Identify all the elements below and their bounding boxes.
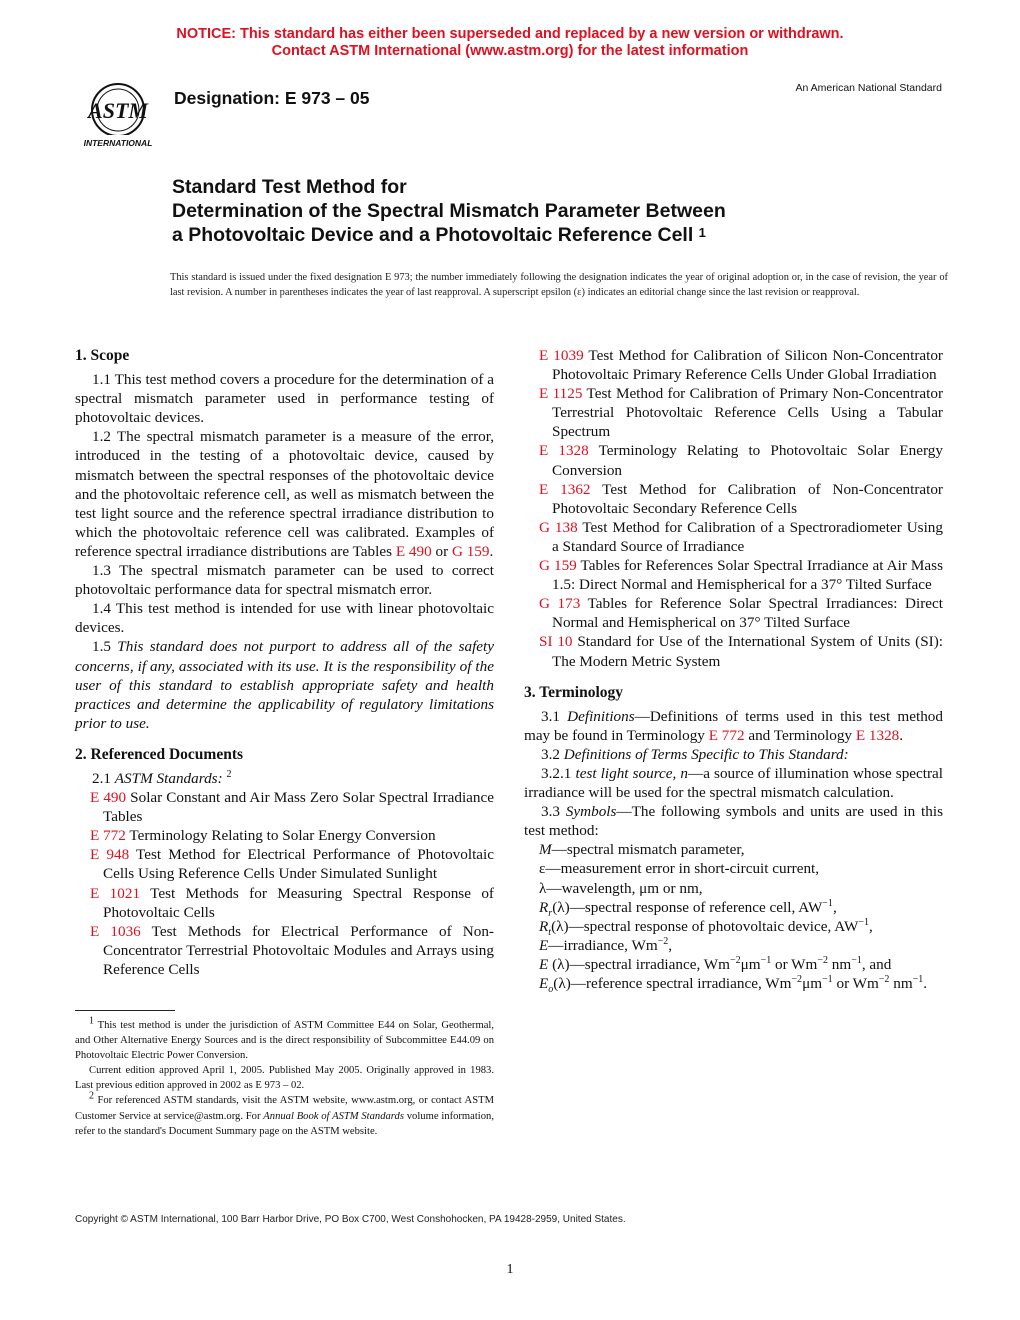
notice-line-1: NOTICE: This standard has either been superseded and replaced by a new version or withdrawn. xyxy=(176,26,844,42)
ref-item: E 490 Solar Constant and Air Mass Zero Solar Spectral Irradiance Tables xyxy=(90,789,494,826)
ref-link-g159[interactable]: G 159 xyxy=(451,542,490,560)
ref-item: G 159 Tables for References Solar Spectral Irradiance at Air Mass 1.5: Direct Normal and Hemispherical for a 37° Tilted Surface xyxy=(539,557,943,594)
symbol-E-lambda: E (λ)—spectral irradiance, $Wm^{-2}\mu m^{-1}$ or $Wm^{-2}$ $nm^{-1}$, and xyxy=(539,954,892,973)
footnote-2: $^2$ For referenced ASTM standards, visit the ASTM website, www.astm.org, or contact ASTM Customer Service at service@astm.org. For Annual Book of ASTM Standards volume information, refer to the standard's Document Summary page on the ASTM website. xyxy=(75,1090,494,1137)
ref-designation-link[interactable]: E 1039 xyxy=(539,347,584,364)
section-scope-heading: 1. Scope xyxy=(75,347,130,364)
section-terminology-heading: 3. Terminology xyxy=(524,683,624,701)
symbol-Rt: $R_t(\lambda)—spectral$ response of photovoltaic device, $AW^{-1}$, xyxy=(539,916,873,938)
ref-designation-link[interactable]: E 1036 xyxy=(90,922,141,940)
footnote-1: $^1$ This test method is under the jurisdiction of ASTM Committee E44 on Solar, Geothermal, and Other Alternative Energy Sources and is the direct responsibility of Subcommittee E44.09 on Photovoltaic Electric Power Conversion. xyxy=(75,1015,494,1062)
ref-designation-link[interactable]: G 173 xyxy=(539,595,581,613)
ref-designation-link[interactable]: E 1328 xyxy=(539,442,589,460)
title-line-2: Determination of the Spectral Mismatch Parameter Between xyxy=(172,200,726,222)
terminology-3-2: 3.2 Definitions of Terms Specific to This Standard: xyxy=(541,745,849,763)
ref-item: E 1036 Test Methods for Electrical Performance of Non-Concentrator Terrestrial Photovoltaic Modules and Arrays using Reference Cells xyxy=(90,922,494,978)
page-number: 1 xyxy=(506,1262,514,1277)
symbol-M: M—spectral mismatch parameter, xyxy=(539,841,745,859)
ref-designation-link[interactable]: E 772 xyxy=(90,827,126,845)
document-title xyxy=(172,175,932,247)
ref-designation-link[interactable]: G 159 xyxy=(539,557,577,575)
footnote-1-edition: Current edition approved April 1, 2005. Published May 2005. Originally approved in 1983. Last previous edition approved in 2002 as E 973 – 02. xyxy=(75,1065,494,1092)
section-referenced-docs-heading: 2. Referenced Documents xyxy=(75,745,244,763)
right-column xyxy=(524,346,944,996)
scope-1-4: 1.4 This test method is intended for use with linear photovoltaic devices. xyxy=(75,600,494,637)
astm-logo-icon xyxy=(72,80,164,152)
ref-item: E 948 Test Method for Electrical Performance of Photovoltaic Cells Using Reference Cells Under Simulated Sunlight xyxy=(90,846,495,883)
ref-item: E 772 Terminology Relating to Solar Energy Conversion xyxy=(90,827,436,845)
astm-logo xyxy=(72,80,164,152)
ref-designation-link[interactable]: E 490 xyxy=(90,789,127,807)
terminology-3-1: 3.1 Definitions—Definitions of terms used in this test method may be found in Terminology E 772 and Terminology E 1328. xyxy=(524,707,943,744)
ref-item: E 1362 Test Method for Calibration of Non-Concentrator Photovoltaic Secondary Reference Cells xyxy=(539,480,943,517)
scope-1-2: 1.2 The spectral mismatch parameter is a measure of the error, introduced in the testing of a photovoltaic device, caused by mismatch between the spectral responses of the photovoltaic device and the photovoltaic reference cell, as well as mismatch between the test light source and the reference spectral irradiance distribution to which the photovoltaic reference cell was calibrated. Examples of reference spectral irradiance distributions are Tables E 490 or G 159. xyxy=(75,428,494,560)
ref-designation-link[interactable]: E 1021 xyxy=(90,884,141,902)
terminology-3-2-1: 3.2.1 test light source, n—a source of illumination whose spectral irradiance will be used for the spectral mismatch calculation. xyxy=(524,764,944,802)
title-line-1: Standard Test Method for xyxy=(172,176,407,198)
notice-banner xyxy=(0,26,1020,60)
title-footnote-mark: 1 xyxy=(698,225,706,240)
title-line-3 xyxy=(172,223,932,247)
ref-designation-link[interactable]: G 138 xyxy=(539,518,578,536)
symbol-Rr: $R_r(\lambda)—spectral$ response of reference cell, $AW^{-1}$, xyxy=(539,897,837,919)
issuance-note: This standard is issued under the fixed designation E 973; the number immediately following the designation indicates the year of original adoption or, in the case of revision, the year of last revision. A number in parentheses indicates the year of last reapproval. A superscript epsilon (ε) indicates an editorial change since the last revision or reapproval. xyxy=(170,272,948,298)
symbol-lambda: λ—wavelength, μm or nm, xyxy=(539,879,703,897)
ref-link-e490[interactable]: E 490 xyxy=(395,542,432,560)
terminology-3-3: 3.3 Symbols—The following symbols and units are used in this test method: xyxy=(524,803,944,840)
ref-item: G 173 Tables for Reference Solar Spectral Irradiances: Direct Normal and Hemispherical on 37° Tilted Surface xyxy=(539,595,943,632)
symbol-epsilon: ε—measurement error in short-circuit current, xyxy=(539,860,820,878)
footnote-rule xyxy=(75,1010,175,1011)
ref-item: SI 10 Standard for Use of the International System of Units (SI): The Modern Metric System xyxy=(539,633,943,670)
ref-item: E 1328 Terminology Relating to Photovoltaic Solar Energy Conversion xyxy=(539,442,943,479)
logo-text: ASTM xyxy=(88,98,148,123)
designation: Designation: E 973 – 05 xyxy=(174,88,370,108)
copyright: Copyright © ASTM International, 100 Barr Harbor Drive, PO Box C700, West Conshohocken, PA 19428-2959, United States. xyxy=(75,1214,626,1225)
symbol-E: E—irradiance, $Wm^{-2}$, xyxy=(539,935,673,954)
ref-link-e1328[interactable]: E 1328 xyxy=(855,726,900,744)
scope-1-1: 1.1 This test method covers a procedure for the determination of a spectral mismatch parameter used in performance testing of photovoltaic devices. xyxy=(75,371,494,427)
footnotes xyxy=(75,1015,494,1139)
scope-1-5: 1.5 This standard does not purport to address all of the safety concerns, if any, associated with its use. It is the responsibility of the user of this standard to establish appropriate safety and health practices and determine the applicability of regulatory limitations prior to use. xyxy=(75,638,494,732)
symbol-Eo: $E_o(\lambda)—reference$ spectral irradiance, $Wm^{-2}\mu m^{-1}$ or $Wm^{-2}$ $nm^{-1}$. xyxy=(539,973,928,996)
ref-item: G 138 Test Method for Calibration of a Spectroradiometer Using a Standard Source of Irradiance xyxy=(539,518,943,555)
ref-designation-link[interactable]: E 1362 xyxy=(539,480,591,498)
scope-1-3: 1.3 The spectral mismatch parameter can be used to correct photovoltaic performance data for spectral mismatch error. xyxy=(75,562,494,599)
national-standard-label: An American National Standard xyxy=(795,82,942,94)
ref-item: E 1125 Test Method for Calibration of Primary Non-Concentrator Terrestrial Photovoltaic Reference Cells Using a Tabular Spectrum xyxy=(539,385,944,441)
title-line-3-text: a Photovoltaic Device and a Photovoltaic Reference Cell xyxy=(172,224,694,246)
left-column xyxy=(75,346,494,979)
ref-item: E 1021 Test Methods for Measuring Spectral Response of Photovoltaic Cells xyxy=(90,884,494,921)
ref-link-e772[interactable]: E 772 xyxy=(708,726,745,744)
ref-designation-link[interactable]: SI 10 xyxy=(539,633,573,651)
ref-designation-link[interactable]: E 1125 xyxy=(539,385,583,403)
ref-item: E 1039 Test Method for Calibration of Silicon Non-Concentrator Photovoltaic Primary Reference Cells Under Global Irradiation xyxy=(539,347,943,384)
logo-subtext: INTERNATIONAL xyxy=(83,138,153,148)
astm-standards-subheading: 2.1 ASTM Standards: $^2$ xyxy=(92,768,232,787)
notice-line-2: Contact ASTM International (www.astm.org) for the latest information xyxy=(271,43,749,59)
ref-designation-link[interactable]: E 948 xyxy=(90,846,130,864)
